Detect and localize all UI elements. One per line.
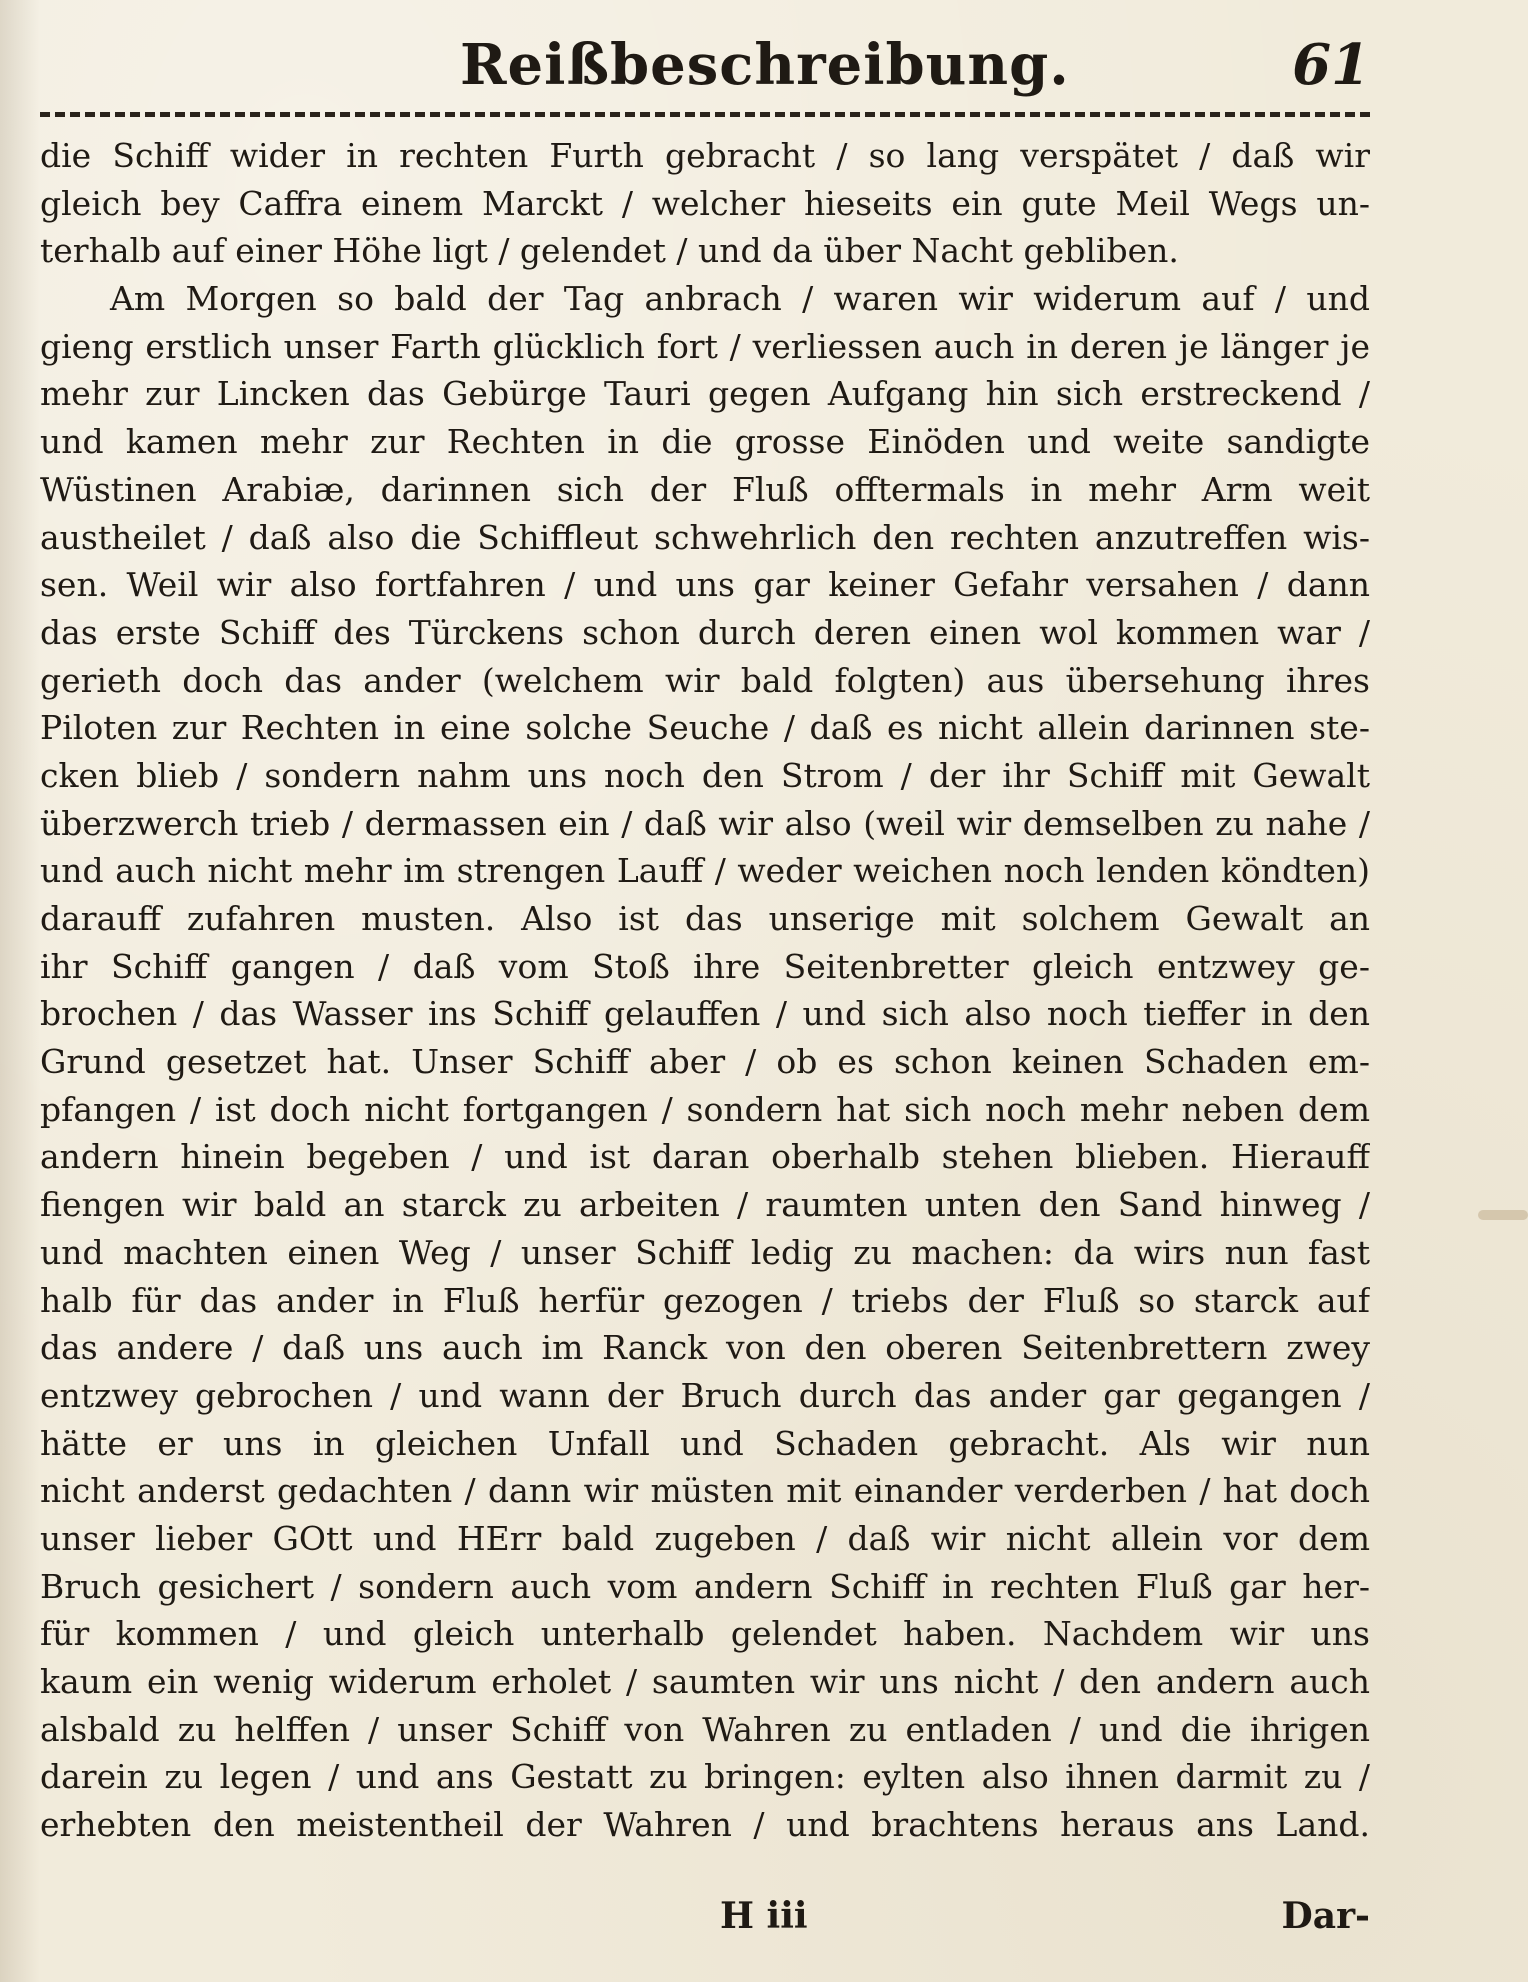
text-line: das andere / daß uns auch im Ranck von den oberen Seitenbrettern zwey: [40, 1328, 1370, 1368]
text-line: und machten einen Weg / unser Schiff ledig zu machen: da wirs nun fast: [40, 1232, 1370, 1272]
text-line: Piloten zur Rechten in eine solche Seuche / daß es nicht allein darinnen ste-: [40, 708, 1370, 748]
gutter-shadow: [0, 0, 40, 1982]
text-line: brochen / das Wasser ins Schiff gelauffen / und sich also noch tieffer in den: [40, 994, 1370, 1034]
text-line: Grund gesetzet hat. Unser Schiff aber / ob es schon keinen Schaden em-: [40, 1042, 1370, 1082]
text-line: und kamen mehr zur Rechten in die grosse Einöden und weite sandigte: [40, 422, 1370, 462]
text-line: die Schiff wider in rechten Furth gebracht / so lang verspätet / daß wir: [40, 136, 1370, 175]
page-number: 61: [1292, 32, 1370, 98]
text-line: cken blieb / sondern nahm uns noch den Strom / der ihr Schiff mit Gewalt: [40, 755, 1370, 795]
catchword: Dar-: [1281, 1895, 1370, 1937]
text-line: erhebten den meistentheil der Wahren / und brachtens heraus ans Land.: [40, 1805, 1370, 1845]
text-line: Am Morgen so bald der Tag anbrach / waren wir widerum auf / und: [110, 279, 1370, 319]
text-line: darauff zufahren musten. Also ist das unserige mit solchem Gewalt an: [40, 899, 1370, 938]
text-line: Wüstinen Arabiæ, darinnen sich der Fluß offtermals in mehr Arm weit: [40, 469, 1370, 509]
text-line: fiengen wir bald an starck zu arbeiten / raumten unten den Sand hinweg /: [40, 1185, 1370, 1225]
text-line: mehr zur Lincken das Gebürge Tauri gegen Aufgang hin sich erstreckend /: [40, 374, 1370, 414]
text-line: und auch nicht mehr im strengen Lauff / weder weichen noch lenden köndten): [40, 851, 1370, 891]
text-line: unser lieber GOtt und HErr bald zugeben / daß wir nicht allein vor dem: [40, 1518, 1370, 1558]
header-rule: [40, 112, 1370, 117]
text-line: nicht anderst gedachten / dann wir müsten mit einander verderben / hat doch: [40, 1471, 1370, 1511]
text-line: überzwerch trieb / dermassen ein / daß wir also (weil wir demselben zu nahe /: [40, 803, 1370, 843]
text-line: kaum ein wenig widerum erholet / saumten wir uns nicht / den andern auch: [40, 1662, 1370, 1701]
signature-mark: H iii: [720, 1895, 808, 1937]
text-line: sen. Weil wir also fortfahren / und uns gar keiner Gefahr versahen / dann: [40, 565, 1370, 605]
text-line: das erste Schiff des Türckens schon durch deren einen wol kommen war /: [40, 612, 1370, 652]
page-header: [40, 22, 1370, 102]
text-line: andern hinein begeben / und ist daran oberhalb stehen blieben. Hierauff: [40, 1137, 1370, 1177]
text-line: ihr Schiff gangen / daß vom Stoß ihre Seitenbretter gleich entzwey ge-: [40, 946, 1370, 986]
paper-stain: [1478, 1210, 1528, 1220]
text-line: halb für das ander in Fluß herfür gezogen / triebs der Fluß so starck auf: [40, 1280, 1370, 1320]
body-text: [40, 132, 1370, 1849]
text-line: Bruch gesichert / sondern auch vom andern Schiff in rechten Fluß gar her-: [40, 1566, 1370, 1606]
text-line: gleich bey Caffra einem Marckt / welcher hieseits ein gute Meil Wegs un-: [40, 183, 1370, 223]
text-line: hätte er uns in gleichen Unfall und Schaden gebracht. Als wir nun: [40, 1423, 1370, 1463]
text-line: gerieth doch das ander (welchem wir bald folgten) aus übersehung ihres: [40, 660, 1370, 700]
text-line: austheilet / daß also die Schiffleut schwehrlich den rechten anzutreffen wis-: [40, 517, 1370, 557]
text-line: gieng erstlich unser Farth glücklich fort / verliessen auch in deren je länger je: [40, 326, 1370, 366]
text-line: entzwey gebrochen / und wann der Bruch durch das ander gar gegangen /: [40, 1375, 1370, 1415]
text-line: für kommen / und gleich unterhalb gelendet haben. Nachdem wir uns: [40, 1614, 1370, 1654]
running-title: Reißbeschreibung.: [460, 32, 1070, 98]
page-footer: [40, 1895, 1370, 1955]
text-line: terhalb auf einer Höhe ligt / gelendet / und da über Nacht gebliben.: [40, 231, 1179, 271]
text-line: alsbald zu helffen / unser Schiff von Wahren zu entladen / und die ihrigen: [40, 1709, 1370, 1749]
text-line: pfangen / ist doch nicht fortgangen / sondern hat sich noch mehr neben dem: [40, 1089, 1370, 1129]
text-line: darein zu legen / und ans Gestatt zu bringen: eylten also ihnen darmit zu /: [40, 1757, 1370, 1797]
